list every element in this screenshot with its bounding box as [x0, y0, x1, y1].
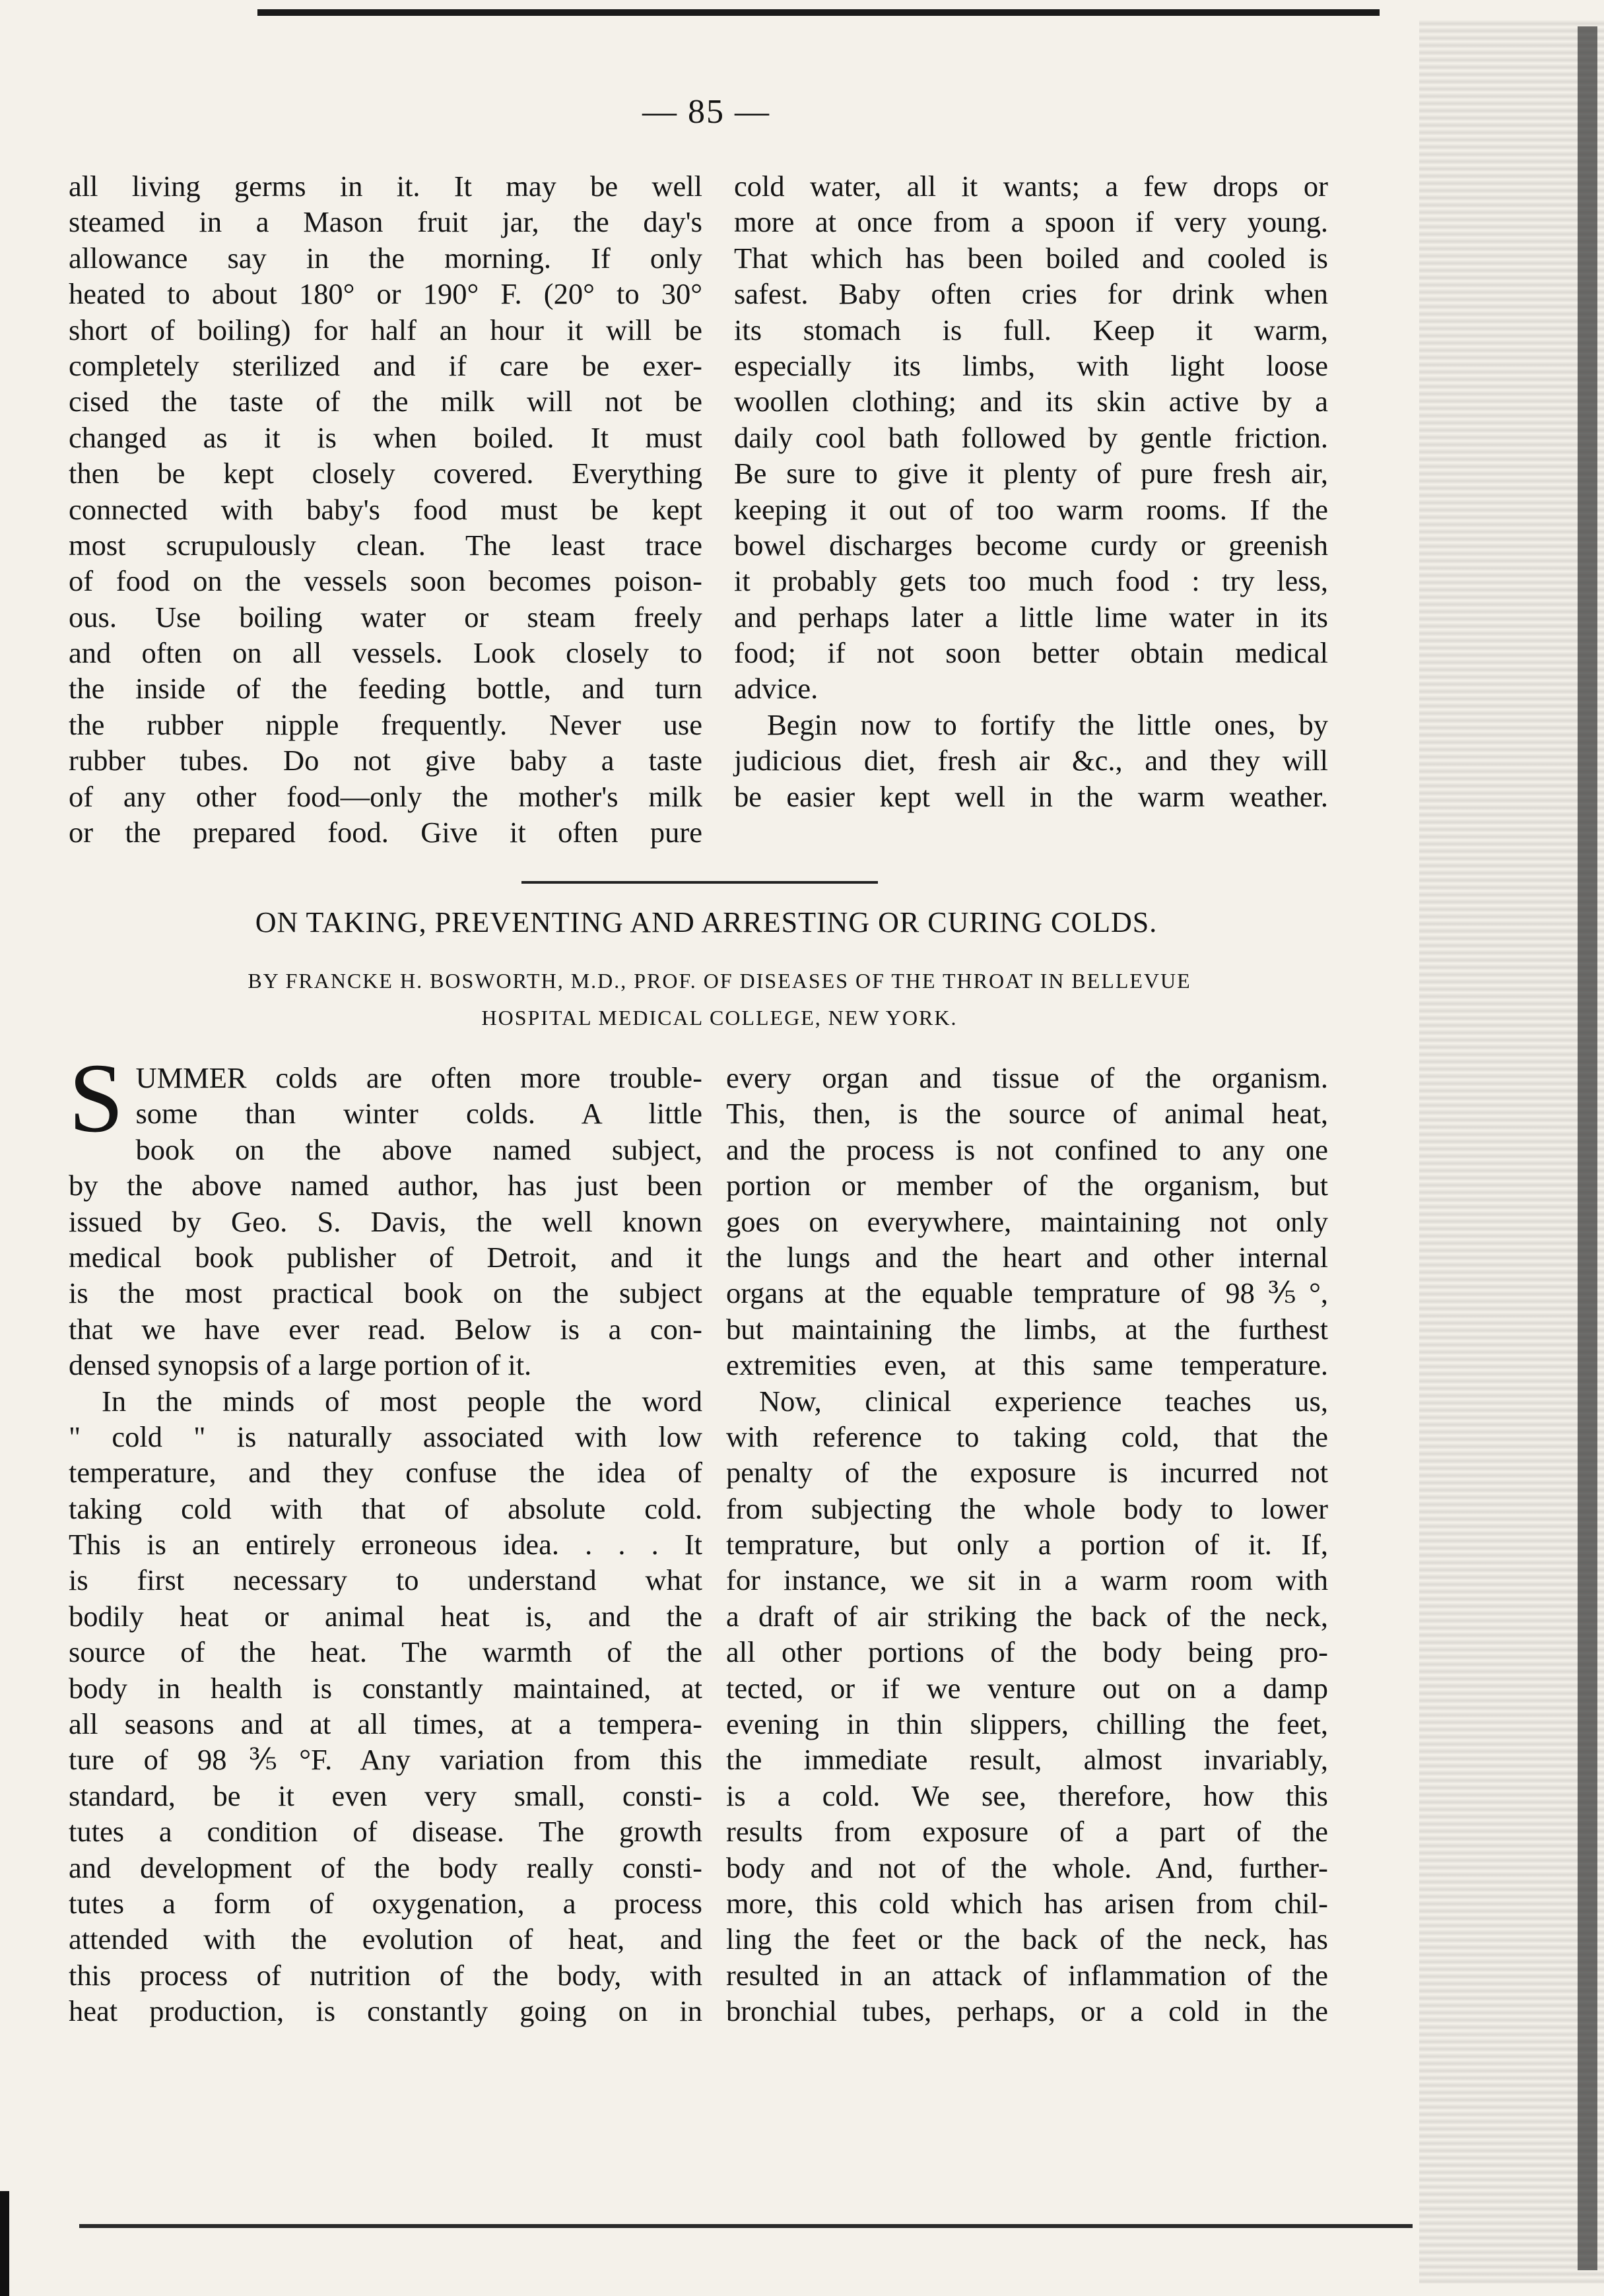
- page-edge-shadow: [1578, 26, 1597, 2270]
- text-line: of any other food—only the mother's milk: [69, 779, 702, 813]
- text-line: with reference to taking cold, that the: [726, 1420, 1328, 1453]
- text-line: all other portions of the body being pro-: [726, 1635, 1328, 1669]
- text-line: then be kept closely covered. Everything: [69, 457, 702, 490]
- text-line: UMMER colds are often more trouble-: [135, 1061, 702, 1094]
- text-line: extremities even, at this same temperature.: [726, 1348, 1328, 1382]
- top-right-column: [734, 168, 1328, 814]
- text-line: penalty of the exposure is incurred not: [726, 1456, 1328, 1490]
- text-line: and often on all vessels. Look closely to: [69, 636, 702, 670]
- text-line: " cold " is naturally associated with low: [69, 1420, 702, 1453]
- text-line: the immediate result, almost invariably,: [726, 1743, 1328, 1777]
- text-line: results from exposure of a part of the: [726, 1815, 1328, 1849]
- text-line: bodily heat or animal heat is, and the: [69, 1599, 702, 1633]
- text-line: cold water, all it wants; a few drops or: [734, 170, 1328, 203]
- drop-cap: S: [69, 1043, 124, 1153]
- text-line: and the process is not confined to any one: [726, 1132, 1328, 1166]
- paragraph-start-line: Begin now to fortify the little ones, by: [767, 707, 1328, 741]
- text-line: densed synopsis of a large portion of it.: [69, 1348, 532, 1382]
- drop-cap-block: [69, 1043, 702, 1167]
- text-line: evening in thin slippers, chilling the feet,: [726, 1707, 1328, 1741]
- text-line: is first necessary to understand what: [69, 1563, 702, 1597]
- text-line: temperature, and they confuse the idea of: [69, 1456, 702, 1490]
- article-byline: [125, 962, 1314, 1036]
- text-line: issued by Geo. S. Davis, the well known: [69, 1204, 702, 1238]
- text-line: this process of nutrition of the body, with: [69, 1958, 702, 1992]
- text-line: medical book publisher of Detroit, and it: [69, 1240, 702, 1274]
- text-line: of food on the vessels soon becomes poison-: [69, 564, 702, 598]
- text-line: the inside of the feeding bottle, and turn: [69, 672, 702, 705]
- paragraph-start-line: Now, clinical experience teaches us,: [759, 1384, 1328, 1418]
- text-line: resulted in an attack of inflammation of the: [726, 1958, 1328, 1992]
- text-line: most scrupulously clean. The least trace: [69, 528, 702, 562]
- text-line: Be sure to give it plenty of pure fresh air,: [734, 457, 1328, 490]
- text-line: ous. Use boiling water or steam freely: [69, 600, 702, 634]
- text-line: or the prepared food. Give it often pure: [69, 816, 702, 849]
- text-line: tutes a condition of disease. The growth: [69, 1815, 702, 1849]
- text-line: is the most practical book on the subject: [69, 1276, 702, 1310]
- text-line: all seasons and at all times, at a tempera-: [69, 1707, 702, 1741]
- article-left-column: [69, 1043, 702, 2029]
- top-rule: [257, 9, 1380, 16]
- text-line: tected, or if we venture out on a damp: [726, 1671, 1328, 1705]
- text-line: keeping it out of too warm rooms. If the: [734, 492, 1328, 526]
- text-line: tutes a form of oxygenation, a process: [69, 1886, 702, 1920]
- text-line: advice.: [734, 672, 819, 705]
- text-line: body and not of the whole. And, further-: [726, 1851, 1328, 1884]
- text-line: taking cold with that of absolute cold.: [69, 1492, 702, 1525]
- text-line: ling the feet or the back of the neck, has: [726, 1922, 1328, 1956]
- text-line: heat production, is constantly going on in: [69, 1994, 702, 2028]
- page-number: — 85 —: [642, 93, 770, 131]
- binding-spine: [0, 2191, 9, 2296]
- text-line: cised the taste of the milk will not be: [69, 385, 702, 418]
- text-line: more, this cold which has arisen from chil-: [726, 1886, 1328, 1920]
- text-line: portion or member of the organism, but: [726, 1169, 1328, 1202]
- text-line: book on the above named subject,: [135, 1132, 702, 1166]
- text-line: That which has been boiled and cooled is: [734, 241, 1328, 275]
- text-line: rubber tubes. Do not give baby a taste: [69, 744, 702, 777]
- text-line: organs at the equable temprature of 98⅗°,: [726, 1276, 1328, 1310]
- text-line: the lungs and the heart and other internal: [726, 1240, 1328, 1274]
- bleed-through-strip: [1419, 20, 1604, 2283]
- text-line: that we have ever read. Below is a con-: [69, 1312, 702, 1346]
- text-line: standard, be it even very small, consti-: [69, 1779, 702, 1812]
- text-line: every organ and tissue of the organism.: [726, 1061, 1328, 1094]
- text-line: is a cold. We see, therefore, how this: [726, 1779, 1328, 1812]
- text-line: goes on everywhere, maintaining not only: [726, 1204, 1328, 1238]
- text-line: food; if not soon better obtain medical: [734, 636, 1328, 670]
- text-line: daily cool bath followed by gentle friction.: [734, 420, 1328, 454]
- text-line: bronchial tubes, perhaps, or a cold in the: [726, 1994, 1328, 2028]
- text-line: ture of 98⅗°F. Any variation from this: [69, 1743, 702, 1777]
- text-line: source of the heat. The warmth of the: [69, 1635, 702, 1669]
- text-line: and perhaps later a little lime water in its: [734, 600, 1328, 634]
- text-line: attended with the evolution of heat, and: [69, 1922, 702, 1956]
- text-line: temprature, but only a portion of it. If,: [726, 1528, 1328, 1561]
- text-line: for instance, we sit in a warm room with: [726, 1563, 1328, 1597]
- section-divider: [521, 881, 878, 884]
- text-line: connected with baby's food must be kept: [69, 492, 702, 526]
- paragraph-start-line: In the minds of most people the word: [102, 1384, 702, 1418]
- top-left-column: [69, 168, 702, 850]
- text-line: be easier kept well in the warm weather.: [734, 779, 1328, 813]
- text-line: allowance say in the morning. If only: [69, 241, 702, 275]
- text-line: a draft of air striking the back of the neck,: [726, 1599, 1328, 1633]
- text-line: This is an entirely erroneous idea. . . . It: [69, 1528, 702, 1561]
- text-line: heated to about 180° or 190° F. (20° to 30°: [69, 277, 702, 311]
- text-line: This, then, is the source of animal heat,: [726, 1097, 1328, 1131]
- article-title: ON TAKING, PREVENTING AND ARRESTING OR CURING COLDS.: [255, 906, 1158, 938]
- text-line: safest. Baby often cries for drink when: [734, 277, 1328, 311]
- bottom-rule: [79, 2224, 1413, 2228]
- text-line: steamed in a Mason fruit jar, the day's: [69, 205, 702, 239]
- text-line: completely sterilized and if care be exer-: [69, 348, 702, 382]
- text-line: by the above named author, has just been: [69, 1169, 702, 1202]
- text-line: judicious diet, fresh air &c., and they will: [734, 744, 1328, 777]
- text-line: more at once from a spoon if very young.: [734, 205, 1328, 239]
- text-line: it probably gets too much food : try less,: [734, 564, 1328, 598]
- text-line: from subjecting the whole body to lower: [726, 1492, 1328, 1525]
- text-line: body in health is constantly maintained, at: [69, 1671, 702, 1705]
- text-line: and development of the body really consti-: [69, 1851, 702, 1884]
- article-right-column: [726, 1060, 1328, 2029]
- byline-line: BY FRANCKE H. BOSWORTH, M.D., PROF. OF DISEASES OF THE THROAT IN BELLEVUE: [248, 969, 1191, 993]
- text-line: woollen clothing; and its skin active by a: [734, 385, 1328, 418]
- text-line: especially its limbs, with light loose: [734, 348, 1328, 382]
- text-line: but maintaining the limbs, at the furthest: [726, 1312, 1328, 1346]
- text-line: some than winter colds. A little: [135, 1097, 702, 1131]
- text-line: the rubber nipple frequently. Never use: [69, 707, 702, 741]
- text-line: short of boiling) for half an hour it will be: [69, 313, 702, 346]
- text-line: changed as it is when boiled. It must: [69, 420, 702, 454]
- text-line: all living germs in it. It may be well: [69, 170, 702, 203]
- text-line: bowel discharges become curdy or greenish: [734, 528, 1328, 562]
- text-line: its stomach is full. Keep it warm,: [734, 313, 1328, 346]
- byline-line: HOSPITAL MEDICAL COLLEGE, NEW YORK.: [481, 1006, 958, 1030]
